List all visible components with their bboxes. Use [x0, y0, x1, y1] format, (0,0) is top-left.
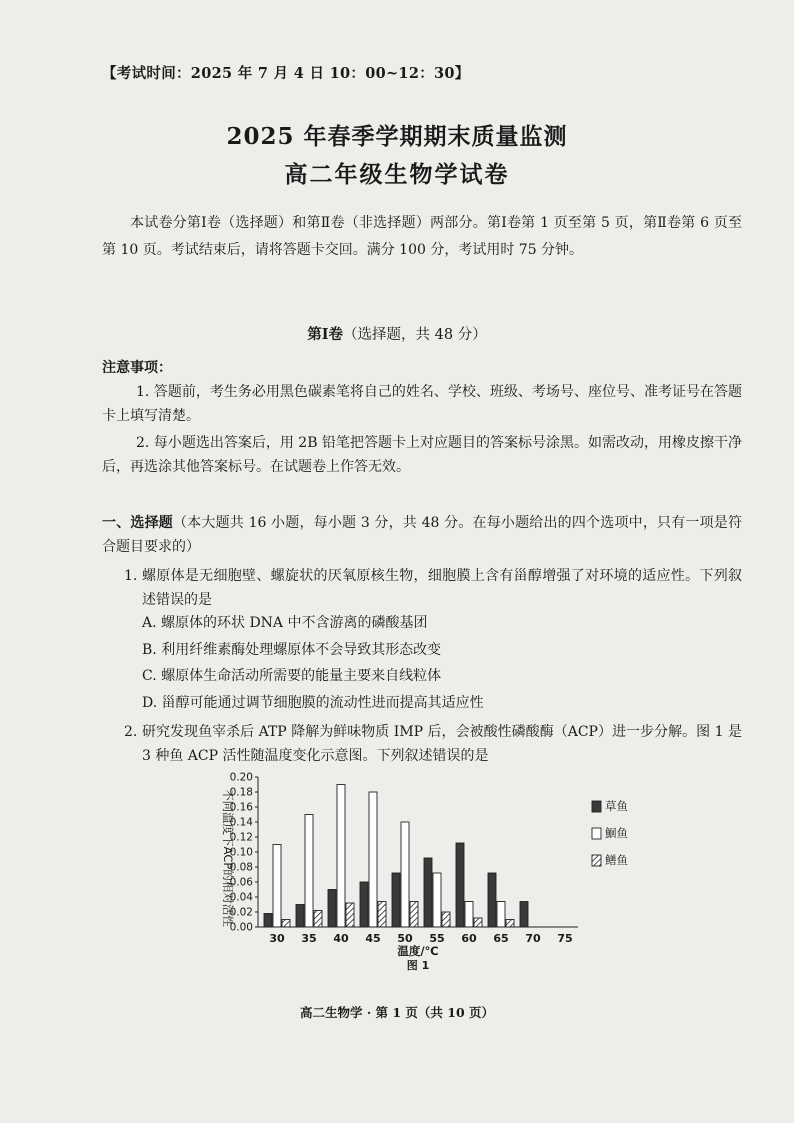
bar-草鱼: [520, 902, 528, 928]
legend-label: 鮰鱼: [605, 826, 628, 840]
legend-swatch: [592, 855, 601, 866]
question-1: [102, 564, 742, 612]
x-tick-label: 65: [493, 932, 509, 945]
bar-鳝鱼: [410, 902, 418, 928]
bar-鳝鱼: [442, 912, 450, 927]
bar-鮰鱼: [305, 815, 313, 928]
bar-草鱼: [424, 858, 432, 927]
y-tick-label: 0.20: [229, 771, 253, 784]
x-tick-label: 70: [525, 932, 541, 945]
bar-鳝鱼: [474, 918, 482, 927]
x-tick-label: 45: [365, 932, 381, 945]
part1-title: 第Ⅰ卷: [307, 326, 344, 343]
section-desc: （本大题共 16 小题，每小题 3 分，共 48 分。在每小题给出的四个选项中，只有一项是符合题目要求的）: [102, 515, 742, 555]
bar-草鱼: [328, 890, 336, 928]
x-tick-label: 40: [333, 932, 349, 945]
y-tick-label: 0.18: [229, 786, 253, 799]
bar-鳝鱼: [314, 911, 322, 928]
intro-paragraph: 本试卷分第Ⅰ卷（选择题）和第Ⅱ卷（非选择题）两部分。第Ⅰ卷第 1 页至第 5 页，第Ⅱ卷第 6 页至第 10 页。考试结束后，请将答题卡交回。满分 100 分，考试用时 75 分钟。: [102, 215, 742, 258]
figure-caption: 图 1: [406, 959, 430, 972]
x-tick-label: 30: [269, 932, 285, 945]
bar-鮰鱼: [465, 902, 473, 928]
section-heading: [102, 511, 742, 559]
notice-item-2: 2. 每小题选出答案后，用 2B 铅笔把答题卡上对应题目的答案标号涂黑。如需改动，用橡皮擦干净后，再选涂其他答案标号。在试题卷上作答无效。: [102, 435, 742, 475]
y-axis-label: 不同温度下ACP的相对活性: [221, 789, 235, 927]
exam-time: 【考试时间：2025 年 7 月 4 日 10：00~12：30】: [102, 65, 470, 82]
bar-草鱼: [296, 905, 304, 928]
x-tick-label: 60: [461, 932, 477, 945]
acp-activity-chart: [210, 768, 630, 973]
part1-subtitle: （选择题，共 48 分）: [343, 327, 487, 343]
q1-option-c: C. 螺原体生命活动所需要的能量主要来自线粒体: [142, 668, 442, 684]
bar-鳝鱼: [346, 903, 354, 927]
y-tick-label: 0.06: [229, 876, 253, 889]
q1-option-d: D. 甾醇可能通过调节细胞膜的流动性进而提高其适应性: [142, 695, 484, 711]
question-stem: 螺原体是无细胞壁、螺旋状的厌氧原核生物，细胞膜上含有甾醇增强了对环境的适应性。下列叙述错误的是: [142, 568, 742, 608]
y-tick-label: 0.04: [229, 891, 253, 904]
x-tick-label: 55: [429, 932, 445, 945]
bar-鮰鱼: [369, 792, 377, 927]
bar-草鱼: [264, 914, 272, 928]
x-tick-label: 35: [301, 932, 317, 945]
y-tick-label: 0.12: [229, 831, 253, 844]
notice-heading: 注意事项：: [102, 360, 172, 376]
x-tick-label: 75: [557, 932, 573, 945]
question-number: 1.: [124, 568, 138, 584]
bar-鳝鱼: [282, 920, 290, 928]
y-tick-label: 0.08: [229, 861, 253, 874]
bar-鮰鱼: [433, 873, 441, 927]
y-tick-label: 0.16: [229, 801, 253, 814]
page-footer: 高二生物学 · 第 1 页（共 10 页）: [299, 1005, 495, 1020]
question-stem: 研究发现鱼宰杀后 ATP 降解为鲜味物质 IMP 后，会被酸性磷酸酶（ACP）进一步分解。图 1 是 3 种鱼 ACP 活性随温度变化示意图。下列叙述错误的是: [142, 724, 742, 764]
x-axis-label: 温度/℃: [397, 944, 439, 958]
legend-swatch: [592, 828, 601, 839]
bar-鮰鱼: [273, 845, 281, 928]
bar-草鱼: [456, 843, 464, 927]
x-tick-label: 50: [397, 932, 413, 945]
y-tick-label: 0.10: [229, 846, 253, 859]
bar-鮰鱼: [401, 822, 409, 927]
bar-草鱼: [392, 873, 400, 927]
y-tick-label: 0.14: [229, 816, 253, 829]
question-number: 2.: [124, 724, 138, 740]
bar-鳝鱼: [378, 902, 386, 928]
bar-鳝鱼: [506, 920, 514, 928]
bar-鮰鱼: [497, 902, 505, 928]
bar-鮰鱼: [337, 785, 345, 928]
y-tick-label: 0.02: [229, 906, 253, 919]
legend-label: 鳝鱼: [605, 853, 628, 867]
bar-草鱼: [488, 873, 496, 927]
question-2: [102, 720, 742, 768]
exam-title: 2025 年春季学期期末质量监测: [226, 123, 568, 150]
q1-option-b: B. 利用纤维素酶处理螺原体不会导致其形态改变: [142, 642, 442, 658]
q1-option-a: A. 螺原体的环状 DNA 中不含游离的磷酸基团: [142, 615, 428, 631]
bar-草鱼: [360, 882, 368, 927]
legend-swatch: [592, 801, 601, 812]
legend-label: 草鱼: [605, 799, 628, 813]
exam-subtitle: 高二年级生物学试卷: [284, 161, 510, 188]
part1-heading: [0, 323, 794, 344]
notice-item-1: 1. 答题前，考生务必用黑色碳素笔将自己的姓名、学校、班级、考场号、座位号、准考证号在答题卡上填写清楚。: [102, 384, 742, 424]
y-tick-label: 0.00: [229, 921, 253, 934]
section-label: 一、选择题: [102, 515, 173, 531]
